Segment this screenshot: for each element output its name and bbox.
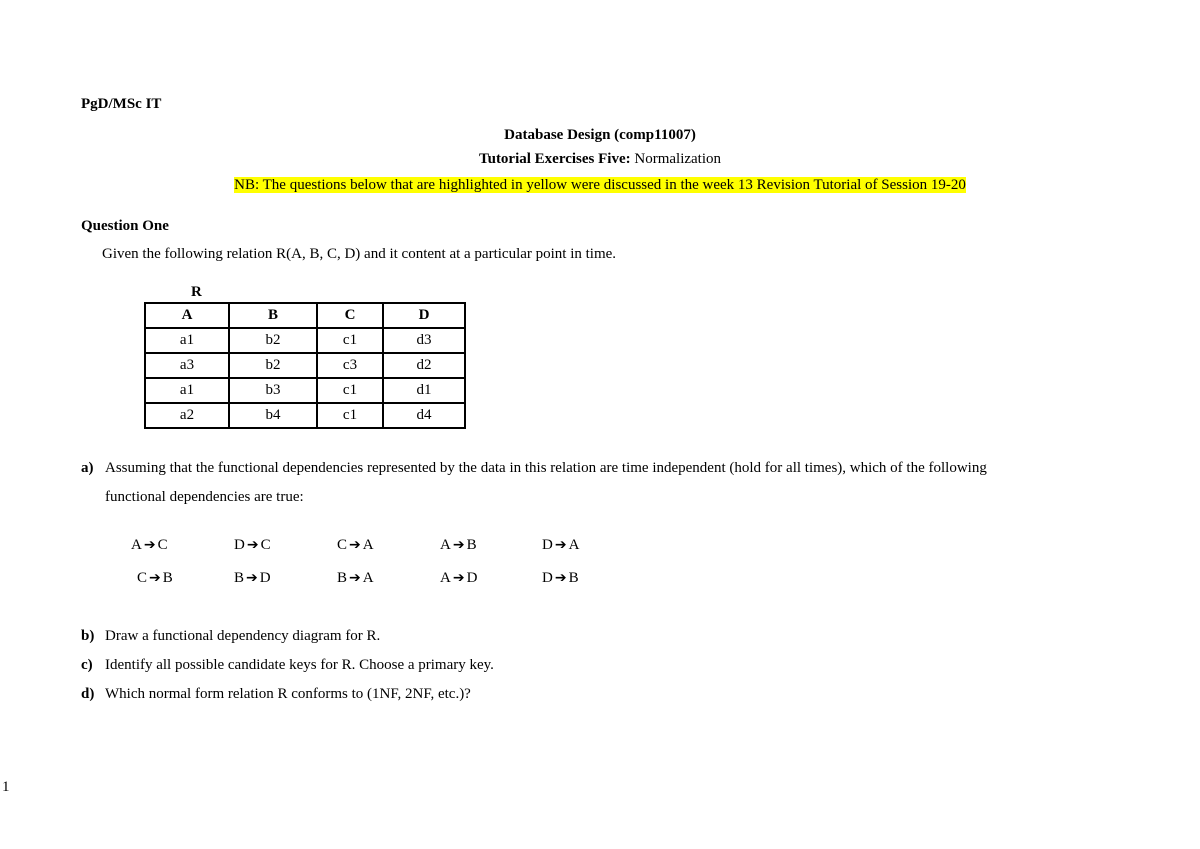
dependency-rhs: D [466,570,478,586]
dependency-rhs: B [466,537,477,553]
table-cell: b2 [229,328,317,353]
dependency-item [440,570,477,587]
part-d [81,686,471,703]
arrow-icon: ➔ [349,570,361,586]
dependency-lhs: A [131,537,142,553]
table-cell: b2 [229,353,317,378]
part-a-line1 [81,460,987,477]
page-number: 1 [2,779,10,795]
dependency-rhs: A [362,537,374,553]
arrow-icon: ➔ [452,537,465,553]
dependency-rhs: B [162,570,173,586]
dependency-lhs: A [440,537,451,553]
dependency-lhs: C [137,570,148,586]
table-cell: b4 [229,403,317,428]
table-row [145,403,465,428]
part-b-label: b) [81,628,95,644]
part-a-label: a) [81,460,94,476]
arrow-icon: ➔ [349,537,361,553]
dependency-lhs: A [440,570,451,586]
part-c-text: Identify all possible candidate keys for R. Choose a primary key. [105,657,494,673]
dependency-rhs: A [362,570,374,586]
table-cell: a2 [145,403,229,428]
tutorial-label: Tutorial Exercises Five: [478,151,631,167]
arrow-icon: ➔ [143,537,156,553]
part-d-text: Which normal form relation R conforms to (1NF, 2NF, etc.)? [105,686,471,702]
dependency-item [440,537,477,554]
dependency-lhs: B [337,570,348,586]
dependency-lhs: D [542,570,553,586]
column-header: D [383,303,465,328]
dependency-item [542,537,579,554]
part-a-text: Assuming that the functional dependencies represented by the data in this relation are time independent (hold for all times), which of the following [105,460,987,476]
arrow-icon: ➔ [554,537,567,553]
table-cell: c1 [317,378,383,403]
dependency-lhs: B [234,570,245,586]
table-row [145,353,465,378]
part-d-label: d) [81,686,95,702]
table-cell: c3 [317,353,383,378]
table-cell: d2 [383,353,465,378]
table-row [145,378,465,403]
dependency-item [131,537,168,554]
dependency-rhs: C [157,537,168,553]
course-label: PgD/MSc IT [81,96,162,112]
dependency-rhs: A [568,537,580,553]
part-a-line2: functional dependencies are true: [105,489,304,505]
column-header: A [145,303,229,328]
column-header: B [229,303,317,328]
dependency-item [137,570,173,587]
part-b-text: Draw a functional dependency diagram for R. [105,628,381,644]
arrow-icon: ➔ [246,570,258,586]
dependency-item [234,537,271,554]
part-c-label: c) [81,657,93,673]
dependency-lhs: C [337,537,348,553]
relation-name: R [191,284,202,300]
dependency-item [337,537,374,554]
question-title: Question One [81,218,169,234]
part-c [81,657,494,674]
tutorial-topic: Normalization [630,151,722,167]
table-row [145,328,465,353]
module-title: Database Design (comp11007) [504,127,696,143]
table-header-row [145,303,465,328]
arrow-icon: ➔ [554,570,567,586]
question-intro: Given the following relation R(A, B, C, D) and it content at a particular point in time. [102,246,617,262]
dependency-item [234,570,271,587]
dependency-rhs: B [568,570,579,586]
dependency-item [542,570,579,587]
nb-note: NB: The questions below that are highlighted in yellow were discussed in the week 13 Revision Tutorial of Session 19-20 [234,177,966,193]
arrow-icon: ➔ [246,537,259,553]
table-cell: a3 [145,353,229,378]
dependency-lhs: D [234,537,245,553]
arrow-icon: ➔ [149,570,161,586]
dependency-rhs: D [259,570,271,586]
table-cell: d3 [383,328,465,353]
dependency-lhs: D [542,537,553,553]
table-cell: a1 [145,378,229,403]
table-cell: c1 [317,403,383,428]
dependency-rhs: C [260,537,271,553]
nb-note-line [0,177,1200,194]
column-header: C [317,303,383,328]
part-b [81,628,380,645]
tutorial-title [0,151,1200,168]
dependency-item [337,570,374,587]
table-cell: c1 [317,328,383,353]
table-cell: b3 [229,378,317,403]
table-cell: d1 [383,378,465,403]
table-cell: d4 [383,403,465,428]
table-cell: a1 [145,328,229,353]
arrow-icon: ➔ [452,570,465,586]
relation-table [144,302,466,429]
